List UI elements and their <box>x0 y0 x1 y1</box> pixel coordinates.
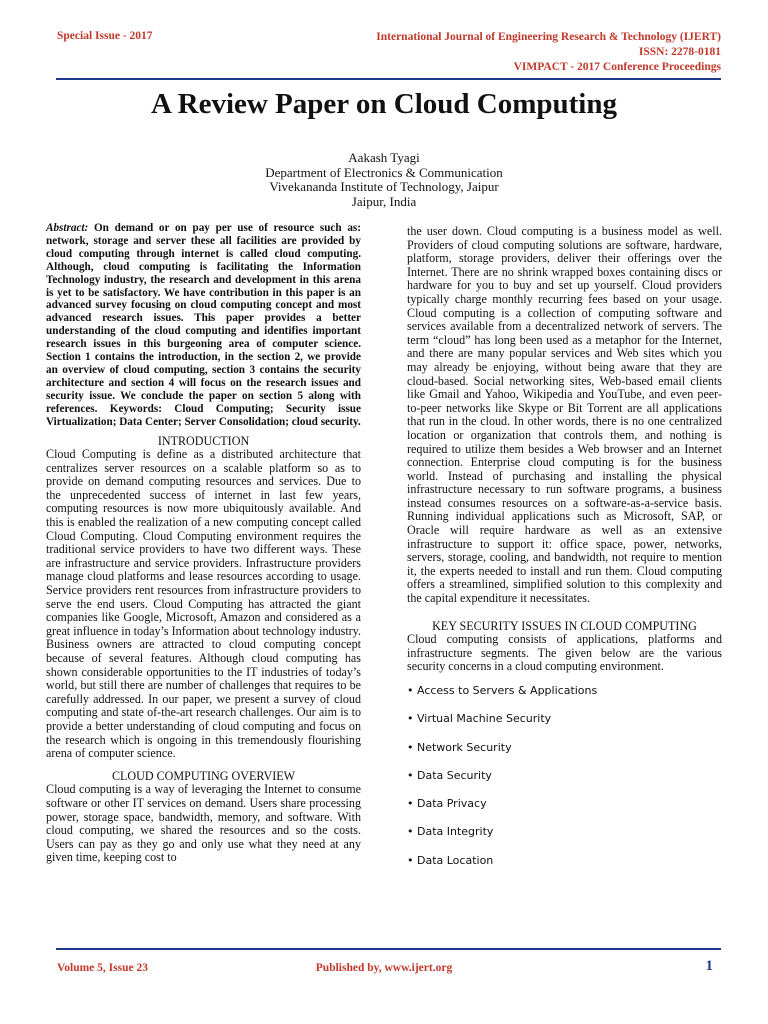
overview-heading: CLOUD COMPUTING OVERVIEW <box>111 768 296 783</box>
header-journal <box>376 30 721 75</box>
security-issue-list <box>407 684 722 882</box>
abstract-text: On demand or on pay per use of resource such as: network, storage and server these all facilities are provided by cloud computing through internet is called cloud computing. Although, cloud computing is facilitating the Information Technology industry, the research and development in this arena is yet to be satisfactory. We have contribution in this paper is an advanced survey focusing on cloud computing concept and most advanced research issues. This paper provides a better understanding of the cloud computing and identifies important research issues in this burgeoning area of computer science. Section 1 contains the introduction, in the section 2, we provide an overview of cloud computing, section 3 contains the security architecture and section 4 will focus on the research issues and security issue. We conclude the paper on section 5 along with references. Keywords: Cloud Computing; Security issue Virtualization; Data Center; Server Consolidation; cloud security. <box>46 222 361 428</box>
overview-text-right: the user down. Cloud computing is a business model as well. Providers of cloud computing solutions are software, hardware, platform, storage providers, deliver their offerings over the Internet. There are no shrink wrapped boxes containing discs or hardware for you to buy and set up yourself. Cloud providers typically charge monthly recurring fees based on your usage. Cloud computing is a collection of computing software and services available from a decentralized network of servers. The term “cloud” has long been used as a metaphor for the Internet, and there are many popular services and Web sites which you may already be enjoying, without being aware that they are cloud-based. Social networking sites, Web-based email clients like Gmail and Yahoo, Wikipedia and YouTube, and even peer-to-peer networks like Skype or Bit Torrent are all applications that run in the cloud. In other words, there is no one centralized location or organization that controls them, and nothing is required to utilize them besides a Web browser and an Internet connection. Enterprise cloud computing is for the business world. Instead of purchasing and installing the physical infrastructure necessary to run software programs, a business instead consumes resources on a software-as-a-service basis. Running individual applications such as Microsoft, SAP, or Oracle will require hardware as well as an extensive infrastructure to support it: office space, power, networks, servers, storage, cooling, and bandwidth, not require to mention it, the experts needed to install and run them. Cloud computing offers a streamlined, simplified solution to this complexity and the capital expenditure it necessitates. <box>407 224 722 606</box>
paper-title: A Review Paper on Cloud Computing <box>151 88 617 120</box>
list-item: • Network Security <box>407 740 512 754</box>
header-proceedings: VIMPACT - 2017 Conference Proceedings <box>513 61 721 73</box>
footer-volume: Volume 5, Issue 23 <box>57 962 148 974</box>
author-name: Aakash Tyagi <box>348 150 420 165</box>
author-department: Department of Electronics & Communication <box>265 164 503 180</box>
footer-rule <box>56 948 721 950</box>
security-text: Cloud computing consists of applications, platforms and infrastructure segments. The given below are the various security concerns in a cloud computing environment. <box>407 632 722 674</box>
list-item: • Data Integrity <box>407 825 494 839</box>
abstract-label: Abstract: <box>46 222 89 234</box>
list-item: • Virtual Machine Security <box>407 712 552 726</box>
right-column <box>407 225 722 882</box>
page-number: 1 <box>705 958 713 974</box>
overview-text-left: Cloud computing is a way of leveraging the Internet to consume software or other IT services on demand. Users share processing power, storage space, bandwidth, memory, and software. With cloud computing, we shared the resources and so the costs. Users can pay as they go and only use what they need at any given time, keeping cost to <box>46 782 361 865</box>
author-institute: Vivekananda Institute of Technology, Jaipur <box>269 179 499 194</box>
header-rule <box>56 78 721 80</box>
security-heading: KEY SECURITY ISSUES IN CLOUD COMPUTING <box>432 618 697 633</box>
list-item: • Data Location <box>407 853 494 867</box>
author-location: Jaipur, India <box>351 193 417 209</box>
list-item: • Data Privacy <box>407 797 487 811</box>
author-block <box>0 151 768 209</box>
list-item: • Access to Servers & Applications <box>407 684 598 697</box>
header-issn: ISSN: 2278-0181 <box>638 46 721 58</box>
header-issue: Special Issue - 2017 <box>57 30 153 42</box>
abstract <box>46 222 361 429</box>
introduction-heading: INTRODUCTION <box>157 433 250 448</box>
left-column <box>46 222 361 865</box>
footer-publisher: Published by, www.ijert.org <box>315 962 453 974</box>
introduction-text: Cloud Computing is define as a distributed architecture that centralizes server resources on a scalable platform so as to provide on demand computing resources and services. Due to the unprecedented success of internet in last few years, computing resources is now more ubiquitously available. And this is enabled the realization of a new computing concept called Cloud Computing. Cloud Computing environment requires the traditional service providers to have two different ways. These are infrastructure and service providers. Infrastructure providers manage cloud platforms and lease resources according to usage. Service providers rent resources from infrastructure providers to serve the end users. Cloud Computing has attracted the giant companies like Google, Microsoft, Amazon and considered as a great influence in today’s Information about technology industry. Business owners are attracted to cloud computing concept because of several features. Although cloud computing has shown considerable opportunities to the IT industries of today’s world, but still there are number of challenges that requires to be carefully addressed. In our paper, we present a survey of cloud computing and state of-the-art research challenges. Our aim is to provide a better understanding of cloud computing and focus on the research which is ongoing in this tremendously flourishing arena of computer science. <box>46 447 361 761</box>
header-journal-name: International Journal of Engineering Research & Technology (IJERT) <box>376 31 721 43</box>
list-item: • Data Security <box>407 768 492 782</box>
